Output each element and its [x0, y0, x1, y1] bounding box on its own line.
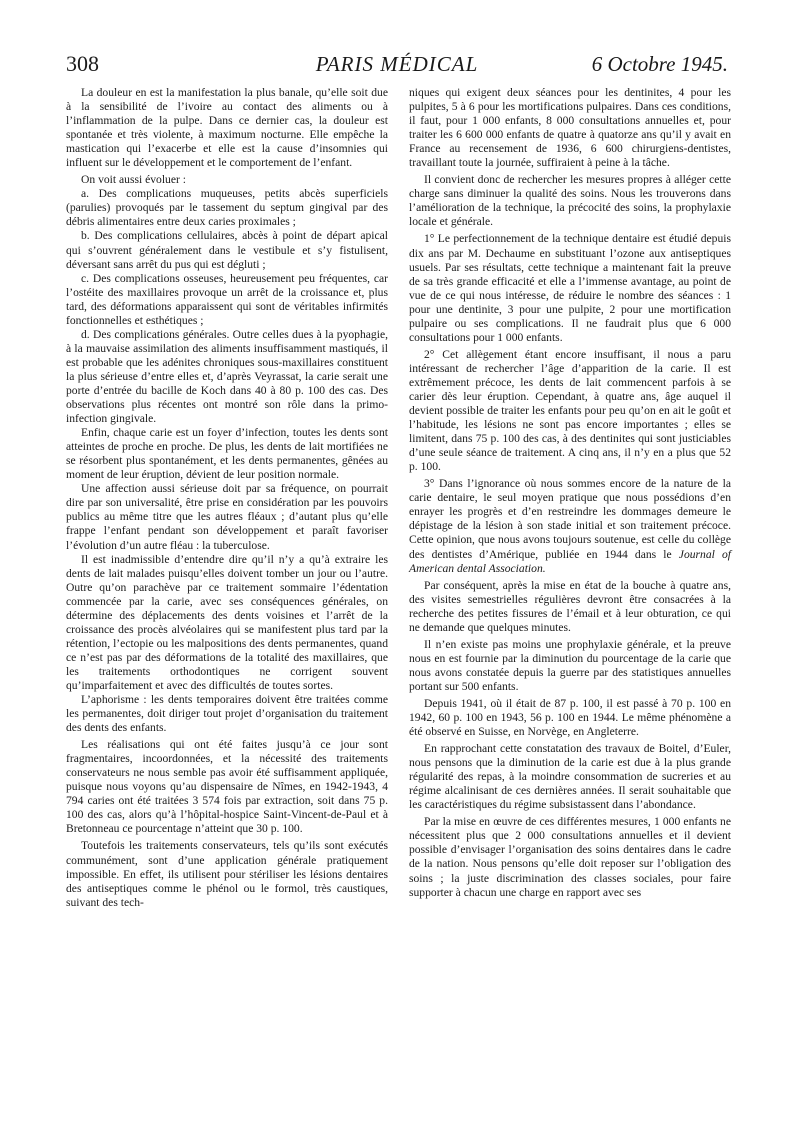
right-column — [409, 86, 731, 900]
paragraph: Par conséquent, après la mise en état de la bouche à quatre ans, des visites semestrielles régulières devront être consacrées à la recherche des petites fissures de l’émail et à leur obturation, ce qui ne demande que quelques minutes. — [409, 578, 731, 634]
paragraph: En rapprochant cette constatation des travaux de Boitel, d’Euler, nous pensons que la diminution de la carie est due à la plus grande régularité des repas, à la moindre consommation de sucreries et au régime alcalinisant de ces dernières années. Il serait souhaitable que les caractéristiques du régime subsistassent dans l’abondance. — [409, 742, 731, 812]
page-header — [66, 52, 728, 78]
paragraph: Une affection aussi sérieuse doit par sa fréquence, on pourrait dire par son universalité, être prise en considération par les pouvoirs publics au même titre que les autres fléaux ; d’autant plus qu’elle frappe l’enfant pendant son développement et paraît favoriser l’évolution d’un autre fléau : la tuberculose. — [66, 482, 388, 552]
paragraph: a. Des complications muqueuses, petits abcès superficiels (parulies) provoqués par le tassement du septum gingival par des débris alimentaires entre deux caries proximales ; — [66, 187, 388, 229]
paragraph: Depuis 1941, où il était de 87 p. 100, il est passé à 70 p. 100 en 1942, 60 p. 100 en 1943, 56 p. 100 en 1944. Le même phénomène a été observé en Suisse, en Norvège, en Angleterre. — [409, 696, 731, 739]
paragraph: b. Des complications cellulaires, abcès à point de départ apical qui s’ouvrent généralement dans le vestibule et s’y fistulisent, déversant sans arrêt du pus qui est dégluti ; — [66, 229, 388, 271]
journal-title: PARIS MÉDICAL — [315, 52, 479, 76]
page-number: 308 — [66, 51, 99, 76]
paragraph: Par la mise en œuvre de ces différentes mesures, 1 000 enfants ne nécessitent plus que 2 000 consultations annuelles et il devient possible d’envisager l’organisation des soins dentaires dans le cadre de la nation. Nous pensons qu’elle doit reposer sur l’obligation des soins ; la juste discrimination des classes sociales, pour faire supporter à chacun une charge en rapport avec ses — [409, 815, 731, 899]
paragraph: Il convient donc de rechercher les mesures propres à alléger cette charge sans diminuer la qualité des soins. Nous les trouverons dans l’amélioration de la technique, la précocité des soins, la prophylaxie locale et générale. — [409, 173, 731, 229]
paragraph: niques qui exigent deux séances pour les dentinites, 4 pour les pulpites, 5 à 6 pour les mortifications pulpaires. Dans ces conditions, il faut, pour 1 000 enfants, 8 000 consultations annuelles et, pour traiter les 6 600 000 enfants de quatre à quatorze ans qu’il y avait en France au recensement de 1936, 6 600 chirurgiens-dentistes, travaillant toute la journée, suffiraient à peine à la tâche. — [409, 86, 731, 170]
left-column — [66, 86, 388, 910]
paragraph — [409, 477, 731, 575]
paragraph: 1° Le perfectionnement de la technique dentaire est étudié depuis dix ans par M. Dechaume en substituant l’ozone aux antiseptiques usuels. Par ses résultats, cette technique a maintenant fait la preuve de sa très grande efficacité et elle a l’immense avantage, au point de vue de ce qui nous intéresse, de réduire le nombre des séances : 1 pour une dentinite, 3 pour une pulpite, 2 pour une mortification pulpaire ou ses complications. Il ne faudrait plus que 6 000 consultations pour 1 000 enfants. — [409, 232, 731, 344]
paragraph: Enfin, chaque carie est un foyer d’infection, toutes les dents sont atteintes de proche en proche. De plus, les dents de lait mortifiées ne se résorbent plus spontanément, et les dents permanentes, gênées au moment de leur éruption, dévient de leur position normale. — [66, 426, 388, 482]
paragraph: Toutefois les traitements conservateurs, tels qu’ils sont exécutés communément, sont d’une application générale pratiquement impossible. En effet, ils utilisent pour stériliser les lésions dentaires des antiseptiques comme le phénol ou le formol, très caustiques, suivant des tech- — [66, 839, 388, 909]
journal-citation: Journal of American dental Association. — [409, 547, 732, 575]
paragraph-text: 3° Dans l’ignorance où nous sommes encore de la nature de la carie dentaire, le seul moyen pratique que nous possédions d’en enrayer les progrès et d’en restreindre les dommages demeure le dépistage de la lésion à son stade initial et son traitement précoce. Cette opinion, que nous avons toujours soutenue, est celle du collège des dentistes d’Amérique, publiée en 1944 dans le — [409, 477, 731, 561]
paragraph: La douleur en est la manifestation la plus banale, qu’elle soit due à la sensibilité de l’ivoire au contact des aliments ou à l’inflammation de la pulpe. Dans ce dernier cas, la douleur est spontanée et très violente, à maximum nocturne. Elle empêche la mastication qui l’exacerbe et elle est la cause d’insomnies qui influent sur le développement et le comportement de l’enfant. — [66, 86, 388, 170]
paragraph: On voit aussi évoluer : — [81, 173, 186, 187]
paragraph: L’aphorisme : les dents temporaires doivent être traitées comme les permanentes, doit diriger tout projet d’organisation du traitement des dents des enfants. — [66, 693, 388, 735]
paragraph: Il est inadmissible d’entendre dire qu’il n’y a qu’à extraire les dents de lait malades puisqu’elles doivent tomber un jour ou l’autre. Outre qu’on parachève par ce traitement sommaire l’édentation commencée par la carie, avec ses conséquences générales, on détermine des déplacements des dents voisines et l’arrêt de la croissance des procès alvéolaires qui se manifestent plus tard par la rétention, l’ectopie ou les malpositions des dents permanentes, quand ce n’est pas par des déformations de la totalité des maxillaires, que les traitements orthodontiques ne corrigent souvent qu’imparfaitement et avec des difficultés de toutes sortes. — [66, 552, 388, 692]
paragraph: 2° Cet allègement étant encore insuffisant, il nous a paru intéressant de rechercher l’âge d’apparition de la carie. Il est extrêmement précoce, les dents de lait commencent parfois à se carier dès leur éruption. Cependant, à quatre ans, âge auquel il devient possible de traiter les enfants pour peu qu’on en ait le goût et l’habitude, les lésions ne sont pas encore importantes ; elles se limitent, dans 75 p. 100 des cas, à des dentinites qui sont justiciables d’une seule séance de traitement. A cinq ans, il n’y en a plus que 52 p. 100. — [409, 347, 731, 474]
paragraph: c. Des complications osseuses, heureusement peu fréquentes, car l’ostéite des maxillaires provoque un arrêt de la croissance et, plus tard, des déformations apparaissent qui sont de véritables infirmités fonctionnelles et esthétiques ; — [66, 271, 388, 327]
paragraph: Il n’en existe pas moins une prophylaxie générale, et la preuve nous en est fournie par la diminution du pourcentage de la carie que nous avons constatée depuis la guerre par des statistiques annuelles portant sur 500 enfants. — [409, 637, 731, 693]
issue-date: 6 Octobre 1945. — [591, 52, 728, 76]
paragraph: d. Des complications générales. Outre celles dues à la pyophagie, à la mauvaise assimilation des aliments insuffisamment mastiqués, il est probable que les adénites chroniques sous-maxillaires constituent la plus sérieuse d’entre elles et, d’après Veyrassat, la carie serait une porte d’entrée du bacille de Koch dans 40 à 80 p. 100 des cas. Des observations plus récentes ont montré son rôle dans la primo-infection gingivale. — [66, 327, 388, 426]
paragraph: Les réalisations qui ont été faites jusqu’à ce jour sont fragmentaires, incoordonnées, et la nécessité des traitements conservateurs ne nous semble pas avoir été suffisamment appliquée, puisque nous voyons qu’au dispensaire de Nîmes, en 1942-1943, 4 794 caries ont été traitées 3 574 fois par extraction, soit dans 75 p. 100 des cas, alors qu’à l’hôpital-hospice Saint-Vincent-de-Paul et à Bretonneau ce pourcentage n’atteint que 30 p. 100. — [66, 738, 388, 836]
